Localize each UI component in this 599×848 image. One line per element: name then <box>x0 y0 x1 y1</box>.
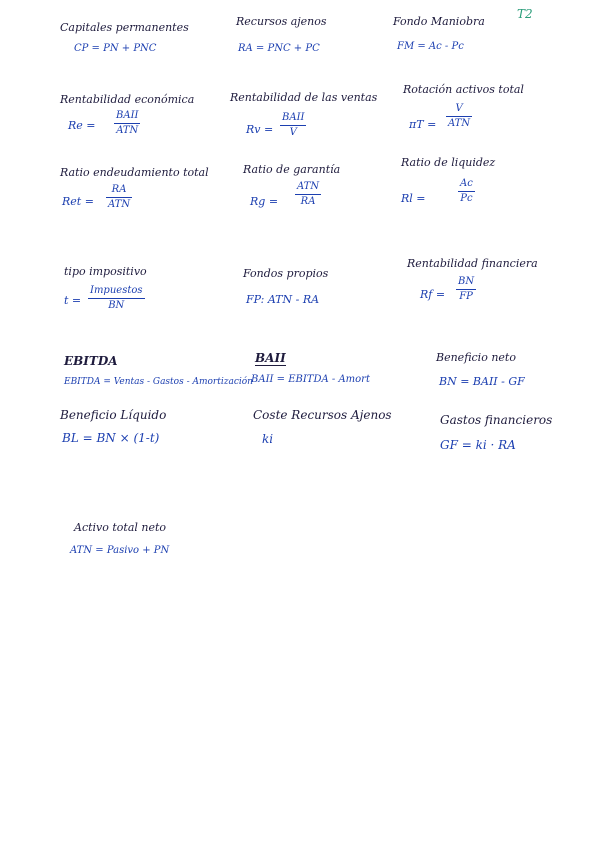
entry-formula: GF = ki · RA <box>440 438 516 452</box>
fraction-numerator: Ac <box>460 178 473 189</box>
entry-title: Ratio de liquidez <box>401 156 496 169</box>
fraction-numerator: V <box>455 103 463 114</box>
fraction-numerator: Impuestos <box>90 285 143 296</box>
fraction-numerator: BAII <box>116 110 139 121</box>
entry-formula: RA = PNC + PC <box>238 43 320 54</box>
fraction-numerator: ATN <box>297 181 320 192</box>
entry-title: Recursos ajenos <box>236 15 327 28</box>
fraction-bar <box>88 298 145 299</box>
entry-title: Rentabilidad de las ventas <box>230 91 378 104</box>
entry-formula: BN = BAII - GF <box>439 375 525 388</box>
fraction-bar <box>295 194 321 195</box>
entry-lhs: Rg = <box>250 195 279 208</box>
entry-title: Fondos propios <box>243 267 329 280</box>
entry-title: Gastos financieros <box>440 413 553 427</box>
fraction-denominator: V <box>289 126 297 138</box>
entry-formula: ki <box>262 432 274 446</box>
entry-title: Rentabilidad económica <box>60 93 195 106</box>
entry-formula: FP: ATN - RA <box>246 293 320 306</box>
fraction-denominator: Pc <box>460 192 473 204</box>
fraction-denominator: ATN <box>116 124 139 136</box>
entry-title: tipo impositivo <box>64 265 147 278</box>
fraction-denominator: ATN <box>448 117 471 129</box>
fraction-bar <box>458 191 475 192</box>
entry-formula: CP = PN + PNC <box>74 43 157 54</box>
fraction-denominator: ATN <box>108 198 131 210</box>
entry-title: Capitales permanentes <box>60 21 189 34</box>
fraction-bar <box>456 289 476 290</box>
entry-title: Activo total neto <box>74 521 167 534</box>
entry-title: EBITDA <box>64 354 118 368</box>
entry-formula: FM = Ac - Pc <box>397 41 464 52</box>
entry-title: BAII <box>255 351 286 365</box>
entry-title: Beneficio Líquido <box>60 408 167 422</box>
entry-lhs: Re = <box>68 119 96 132</box>
fraction-numerator: BAII <box>282 112 305 123</box>
entry-title: Rentabilidad financiera <box>407 257 538 270</box>
entry-fraction <box>458 178 475 204</box>
entry-fraction <box>114 110 140 136</box>
entry-fraction <box>106 184 132 210</box>
entry-lhs: πT = <box>409 118 437 131</box>
entry-fraction <box>446 103 472 129</box>
entry-fraction <box>280 112 306 138</box>
entry-lhs: t = <box>64 294 82 307</box>
fraction-bar <box>114 123 140 124</box>
entry-title: Coste Recursos Ajenos <box>253 408 392 422</box>
fraction-denominator: RA <box>300 195 316 207</box>
entry-lhs: Ret = <box>62 195 94 208</box>
entry-title: Beneficio neto <box>436 351 516 364</box>
entry-lhs: Rv = <box>246 123 274 136</box>
entry-fraction <box>456 276 476 302</box>
entry-formula: BL = BN × (1-t) <box>62 431 160 445</box>
entry-formula: ATN = Pasivo + PN <box>70 545 170 556</box>
fraction-denominator: BN <box>108 299 125 311</box>
entry-title: Rotación activos total <box>403 83 524 96</box>
entry-title: Fondo Maniobra <box>393 15 485 28</box>
entry-title: Ratio endeudamiento total <box>60 166 209 179</box>
fraction-bar <box>446 116 472 117</box>
fraction-bar <box>280 125 306 126</box>
entry-fraction <box>88 285 145 311</box>
page-tag: T2 <box>517 7 533 21</box>
fraction-numerator: BN <box>458 276 475 287</box>
entry-fraction <box>295 181 321 207</box>
entry-title: Ratio de garantía <box>243 163 341 176</box>
entry-formula: BAII = EBITDA - Amort <box>251 374 370 385</box>
fraction-bar <box>106 197 132 198</box>
entry-formula: EBITDA = Ventas - Gastos - Amortización <box>64 377 253 387</box>
fraction-denominator: FP <box>459 290 473 302</box>
entry-lhs: Rf = <box>420 288 446 301</box>
entry-lhs: Rl = <box>401 192 426 205</box>
fraction-numerator: RA <box>111 184 127 195</box>
